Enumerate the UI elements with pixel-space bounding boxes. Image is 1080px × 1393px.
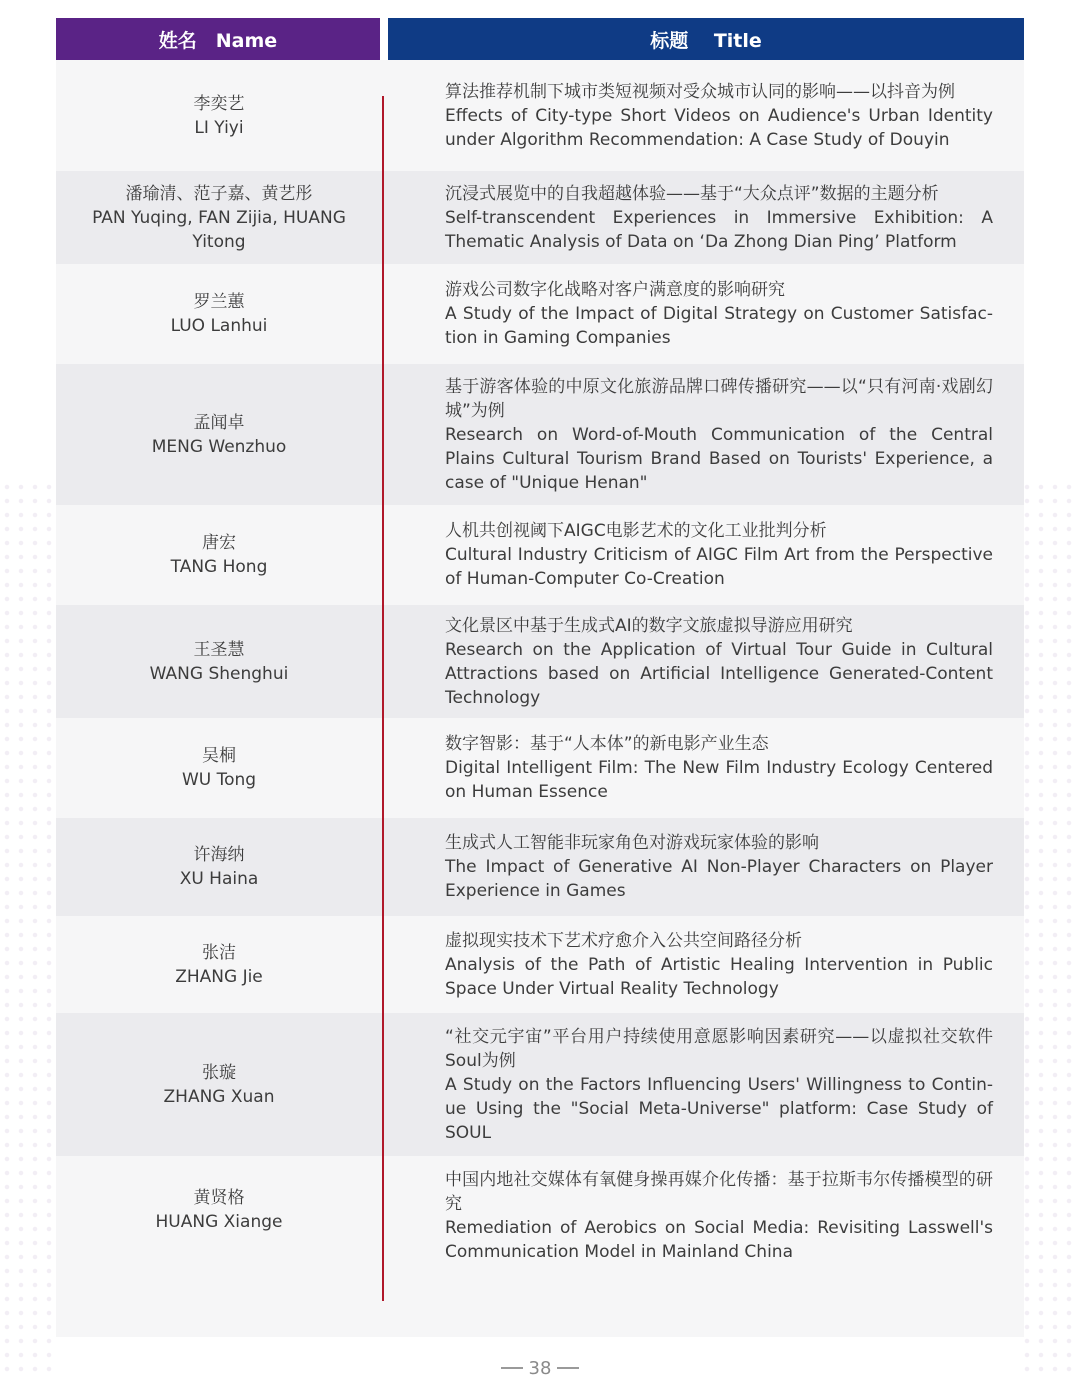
title-cell [445,1156,993,1276]
title-cell [445,1013,993,1156]
author-name-cn: 李奕艺 [193,93,245,114]
title-en: The Impact of Generative AI Non-Player Characters on Player Experience in Games [445,857,993,901]
title-cn: 基于游客体验的中原文化旅游品牌口碑传播研究——以“只有河南·戏剧幻城”为例 [445,376,993,421]
title-en: Research on the Application of Virtual Tour Guide in Cultural Attractions based on Artificial Intelligence Generated-Content Technology [445,639,993,708]
table-row [56,818,1024,916]
title-en: Digital Intelligent Film: The New Film Industry Ecology Centered on Human Essence [445,758,993,802]
decorative-dot-pattern-right [1020,480,1080,1380]
table-row [56,1013,1024,1156]
author-cell [56,605,382,718]
title-cell [445,505,993,605]
author-name-cn: 王圣慧 [193,639,245,660]
author-name-cn: 黄贤格 [193,1188,245,1208]
title-cn: 中国内地社交媒体有氧健身操再媒介化传播：基于拉斯韦尔传播模型的研究 [445,1170,993,1214]
column-divider [382,96,384,1301]
author-name-en: TANG Hong [170,557,268,577]
title-cn: 数字智影：基于“人本体”的新电影产业生态 [445,734,769,754]
table-header [56,18,1024,60]
author-name-en: HUANG Xiange [155,1212,283,1232]
title-column-header: 标题 Title [388,18,1024,60]
table-row [56,264,1024,364]
title-cn: 虚拟现实技术下艺术疗愈介入公共空间路径分析 [445,930,802,951]
title-cn: 沉浸式展览中的自我超越体验——基于“大众点评”数据的主题分析 [445,183,939,204]
table-row [56,364,1024,505]
footer-rule-right [557,1367,579,1369]
title-cell [445,818,993,916]
table-row [56,60,1024,171]
author-name-en: XU Haina [179,869,259,889]
title-cell [445,264,993,364]
table-row [56,718,1024,818]
table-row [56,1156,1024,1276]
name-column-header: 姓名 Name [56,18,380,60]
author-name-en: LI Yiyi [194,117,244,138]
author-name-cn: 潘瑜清、范子嘉、黄艺彤 [125,183,313,204]
author-name-cn: 孟闻卓 [193,412,245,433]
author-name-en: MENG Wenzhuo [151,436,287,457]
title-cell [445,171,993,264]
title-en: Cultural Industry Criticism of AIGC Film Art from the Perspective of Human-Computer Co-Creation [445,545,993,589]
author-cell [56,916,382,1013]
title-cell [445,60,993,171]
title-cn: 游戏公司数字化战略对客户满意度的影响研究 [445,280,785,300]
title-cell [445,364,993,505]
author-cell [56,171,382,264]
title-cn: 生成式人工智能非玩家角色对游戏玩家体验的影响 [445,833,819,853]
author-name-en: LUO Lanhui [170,316,268,336]
author-name-cn: 罗兰蕙 [193,292,245,312]
table-row [56,916,1024,1013]
author-name-cn: 唐宏 [202,533,236,553]
table-row [56,605,1024,718]
author-cell [56,364,382,505]
title-cell [445,605,993,718]
title-en: Remediation of Aerobics on Social Media: Revisiting Lasswell's Communication Model in Mainland China [445,1218,993,1262]
footer-rule-left [501,1367,523,1369]
title-cn: “社交元宇宙”平台用户持续使用意愿影响因素研究——以虚拟社交软件Soul为例 [445,1026,993,1071]
title-cell [445,916,993,1013]
author-cell [56,718,382,818]
table-row [56,505,1024,605]
title-en: A Study of the Impact of Digital Strategy on Customer Satisfac-tion in Gaming Companies [445,304,993,348]
title-en: Effects of City-type Short Videos on Audience's Urban Identity under Algorithm Recommendation: A Case Study of Douyin [445,105,993,150]
paper-table [56,60,1024,1337]
author-name-cn: 张璇 [202,1062,236,1083]
page-number: 38 [528,1357,552,1379]
decorative-dot-pattern-left [0,480,60,1380]
author-cell [56,264,382,364]
title-en: A Study on the Factors Influencing Users' Willingness to Contin-ue Using the "Social Meta-Universe" platform: Case Study of SOUL [445,1074,993,1143]
title-cell [445,718,993,818]
title-en: Research on Word-of-Mouth Communication of the Central Plains Cultural Tourism Brand Based on Tourists' Experience, a case of "Unique Henan" [445,424,993,493]
author-name-en: PAN Yuqing, FAN Zijia, HUANG Yitong [92,207,346,252]
author-cell [56,1156,382,1276]
title-en: Self-transcendent Experiences in Immersive Exhibition: A Thematic Analysis of Data on ‘Da Zhong Dian Ping’ Platform [445,207,993,252]
page-footer [0,1354,1080,1382]
author-name-cn: 吴桐 [202,746,236,766]
author-name-en: WANG Shenghui [149,663,289,684]
author-cell [56,1013,382,1156]
title-en: Analysis of the Path of Artistic Healing Intervention in Public Space Under Virtual Reality Technology [445,954,993,999]
author-name-en: ZHANG Jie [175,966,263,987]
author-name-en: WU Tong [181,770,257,790]
author-name-en: ZHANG Xuan [163,1086,275,1107]
title-cn: 人机共创视阈下AIGC电影艺术的文化工业批判分析 [445,521,827,541]
author-name-cn: 张洁 [202,942,236,963]
author-cell [56,60,382,171]
author-cell [56,818,382,916]
title-cn: 算法推荐机制下城市类短视频对受众城市认同的影响——以抖音为例 [445,81,955,102]
author-cell [56,505,382,605]
table-row [56,171,1024,264]
author-name-cn: 许海纳 [193,845,245,865]
title-cn: 文化景区中基于生成式AI的数字文旅虚拟导游应用研究 [445,615,853,636]
